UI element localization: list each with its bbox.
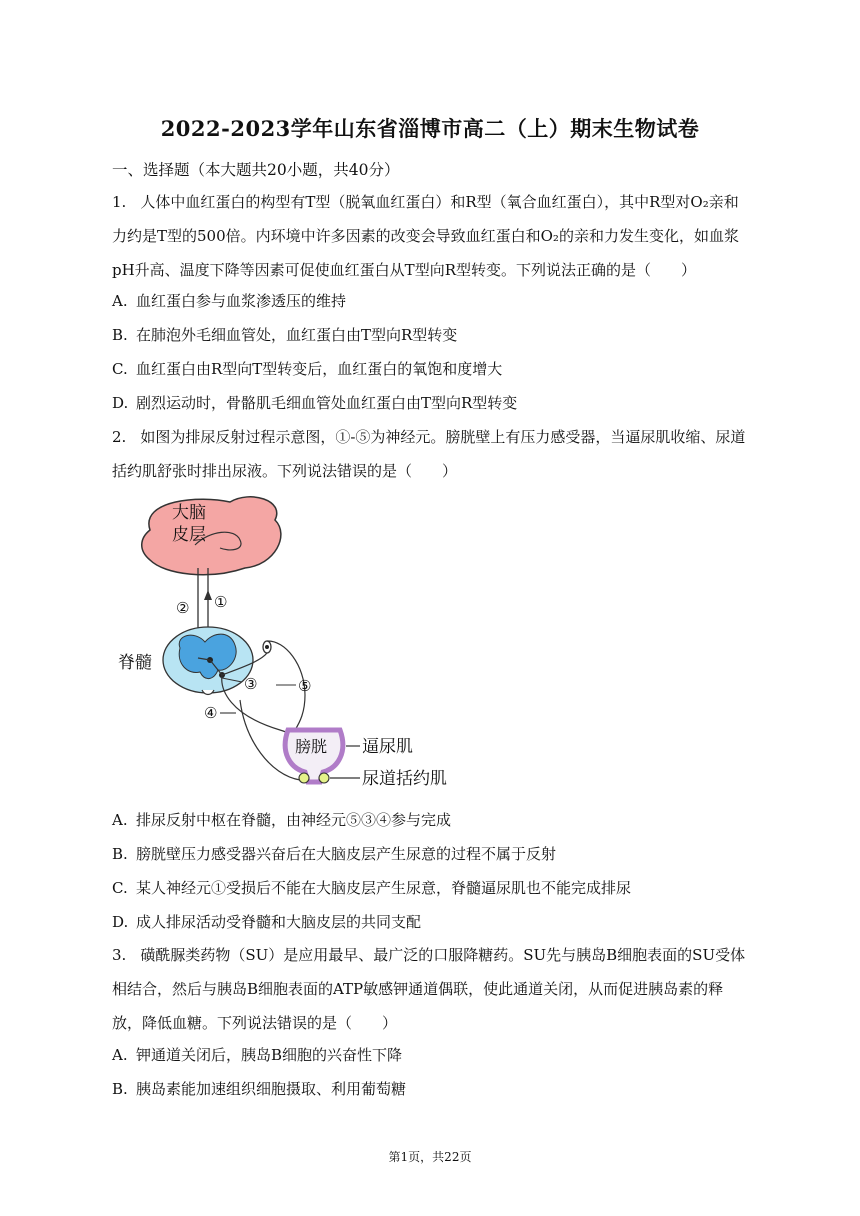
question-3 — [112, 938, 752, 1040]
label-cortex-line2: 皮层 — [172, 525, 206, 545]
question-number: 3. — [112, 946, 127, 964]
cerebral-cortex-shape — [142, 497, 281, 575]
option-text: 血红蛋白由R型向T型转变后，血红蛋白的氧饱和度增大 — [136, 360, 503, 378]
option-1a — [112, 291, 346, 311]
option-label: C. — [112, 879, 128, 897]
option-label: D. — [112, 394, 129, 412]
option-1d — [112, 393, 517, 413]
option-2b — [112, 844, 556, 864]
option-text: 膀胱壁压力感受器兴奋后在大脑皮层产生尿意的过程不属于反射 — [136, 845, 557, 863]
option-label: D. — [112, 913, 129, 931]
option-label: B. — [112, 1080, 128, 1098]
option-text: 胰岛素能加速组织细胞摄取、利用葡萄糖 — [136, 1080, 407, 1098]
question-number: 1. — [112, 193, 127, 211]
option-text: 成人排尿活动受脊髓和大脑皮层的共同支配 — [136, 913, 422, 931]
option-text: 某人神经元①受损后不能在大脑皮层产生尿意，脊髓逼尿肌也不能完成排尿 — [136, 879, 632, 897]
question-text: 磺酰脲类药物（SU）是应用最早、最广泛的口服降糖药。SU先与胰岛B细胞表面的SU受体相结合，然后与胰岛B细胞表面的ATP敏感钾通道偶联，使此通道关闭，从而促进胰岛素的释放，降低血糖。下列说法错误的是（ ） — [112, 946, 746, 1032]
question-text: 如图为排尿反射过程示意图，①-⑤为神经元。膀胱壁上有压力感受器，当逼尿肌收缩、尿道括约肌舒张时排出尿液。下列说法错误的是（ ） — [112, 428, 746, 480]
label-neuron-3: ③ — [244, 675, 258, 693]
option-text: 剧烈运动时，骨骼肌毛细血管处血红蛋白由T型向R型转变 — [136, 394, 518, 412]
label-cortex-line1: 大脑 — [172, 503, 206, 523]
option-3a — [112, 1045, 402, 1065]
question-1 — [112, 185, 752, 287]
option-label: A. — [112, 292, 128, 310]
option-label: A. — [112, 811, 128, 829]
option-label: B. — [112, 845, 128, 863]
option-label: B. — [112, 326, 128, 344]
option-1b — [112, 325, 457, 345]
label-neuron-5: ⑤ — [298, 677, 312, 695]
question-text: 人体中血红蛋白的构型有T型（脱氧血红蛋白）和R型（氧合血红蛋白），其中R型对O₂亲和力约是T型的500倍。内环境中许多因素的改变会导致血红蛋白和O₂的亲和力发生变化，如血浆pH升高、温度下降等因素可促使血红蛋白从T型向R型转变。下列说法正确的是（ ） — [112, 193, 739, 279]
option-label: C. — [112, 360, 128, 378]
option-2d — [112, 912, 421, 932]
option-1c — [112, 359, 502, 379]
label-neuron-2: ② — [176, 599, 190, 617]
label-detrusor: 逼尿肌 — [362, 737, 413, 757]
label-spinal-cord: 脊髓 — [118, 653, 152, 673]
option-2c — [112, 878, 631, 898]
question-number: 2. — [112, 428, 127, 446]
section-heading: 一、选择题（本大题共20小题，共40分） — [112, 161, 400, 179]
option-3b — [112, 1079, 406, 1099]
option-text: 在肺泡外毛细血管处，血红蛋白由T型向R型转变 — [136, 326, 458, 344]
label-sphincter: 尿道括约肌 — [362, 769, 447, 789]
micturition-reflex-diagram — [110, 490, 460, 804]
option-text: 钾通道关闭后，胰岛B细胞的兴奋性下降 — [136, 1046, 403, 1064]
option-text: 排尿反射中枢在脊髓，由神经元⑤③④参与完成 — [136, 811, 452, 829]
option-2a — [112, 810, 451, 830]
label-neuron-4: ④ — [204, 704, 218, 722]
question-2 — [112, 420, 752, 488]
option-label: A. — [112, 1046, 128, 1064]
option-text: 血红蛋白参与血浆渗透压的维持 — [136, 292, 347, 310]
label-bladder: 膀胱 — [295, 737, 328, 756]
page-footer: 第1页，共22页 — [388, 1150, 472, 1164]
label-neuron-1: ① — [214, 593, 228, 611]
page-title: 2022-2023学年山东省淄博市高二（上）期末生物试卷 — [160, 116, 700, 141]
